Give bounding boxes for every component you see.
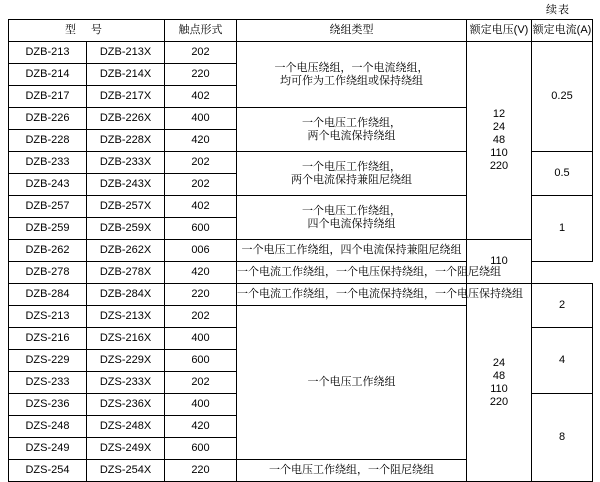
cell-model-b: DZB-217X — [87, 86, 165, 108]
cell-model-a: DZB-213 — [9, 42, 87, 64]
cell-contact-form: 420 — [165, 130, 237, 152]
cell-contact-form: 202 — [165, 306, 237, 328]
cell-model-b: DZB-278X — [87, 262, 165, 284]
cell-contact-form: 420 — [165, 262, 237, 284]
cell-rated-current: 2 — [532, 284, 593, 328]
cell-rated-current: 4 — [532, 328, 593, 394]
winding-line-1: 一个电压工作绕组， — [302, 116, 401, 129]
cell-model-b: DZS-236X — [87, 394, 165, 416]
cell-model-b: DZB-257X — [87, 196, 165, 218]
cell-model-a: DZS-249 — [9, 438, 87, 460]
cell-winding-type: 一个电压工作绕组，一个阻尼绕组 — [237, 460, 467, 482]
cell-model-b: DZB-233X — [87, 152, 165, 174]
cell-model-a: DZS-248 — [9, 416, 87, 438]
cell-model-a: DZS-216 — [9, 328, 87, 350]
cell-model-b: DZS-213X — [87, 306, 165, 328]
table-row — [9, 42, 593, 64]
column-header-rated-current: 额定电流(A) — [532, 20, 593, 42]
cell-winding-type: 一个电流工作绕组，一个电压保持绕组，一个阻尼绕组 — [237, 262, 467, 284]
voltage-value: 220 — [489, 395, 509, 408]
column-header-contact-form: 触点形式 — [165, 20, 237, 42]
continued-label: 续表 — [546, 4, 570, 16]
column-header-rated-voltage: 额定电压(V) — [467, 20, 532, 42]
voltage-value: 12 — [492, 108, 506, 120]
cell-model-a: DZB-259 — [9, 218, 87, 240]
cell-winding-type — [237, 42, 467, 108]
voltage-value: 220 — [489, 160, 509, 172]
cell-contact-form: 220 — [165, 284, 237, 306]
cell-model-b: DZB-262X — [87, 240, 165, 262]
cell-model-a: DZB-257 — [9, 196, 87, 218]
cell-contact-form: 006 — [165, 240, 237, 262]
cell-model-b: DZB-228X — [87, 130, 165, 152]
cell-contact-form: 402 — [165, 86, 237, 108]
column-header-winding-type: 绕组类型 — [237, 20, 467, 42]
cell-contact-form: 400 — [165, 328, 237, 350]
cell-contact-form: 400 — [165, 108, 237, 130]
cell-model-b: DZB-213X — [87, 42, 165, 64]
table-header-row — [9, 20, 593, 42]
winding-line-2: 均可作为工作绕组或保持绕组 — [280, 74, 423, 87]
cell-rated-current: 8 — [532, 394, 593, 482]
cell-winding-type — [237, 108, 467, 152]
winding-line-2: 四个电流保持绕组 — [307, 217, 396, 230]
winding-line-2: 两个电流保持绕组 — [307, 129, 396, 142]
cell-model-a: DZB-243 — [9, 174, 87, 196]
cell-model-b: DZB-214X — [87, 64, 165, 86]
cell-contact-form: 202 — [165, 152, 237, 174]
cell-contact-form: 402 — [165, 196, 237, 218]
cell-contact-form: 600 — [165, 350, 237, 372]
table-row — [9, 240, 593, 262]
cell-rated-voltage — [467, 284, 532, 482]
cell-model-a: DZB-262 — [9, 240, 87, 262]
voltage-value: 24 — [492, 356, 506, 369]
cell-rated-current: 1 — [532, 196, 593, 262]
cell-model-b: DZS-254X — [87, 460, 165, 482]
cell-rated-voltage — [467, 42, 532, 240]
cell-model-b: DZS-233X — [87, 372, 165, 394]
cell-model-a: DZB-233 — [9, 152, 87, 174]
cell-contact-form: 400 — [165, 394, 237, 416]
cell-contact-form: 202 — [165, 174, 237, 196]
voltage-value: 110 — [490, 382, 508, 395]
cell-model-a: DZB-217 — [9, 86, 87, 108]
cell-contact-form: 420 — [165, 416, 237, 438]
cell-model-b: DZB-243X — [87, 174, 165, 196]
cell-contact-form: 220 — [165, 460, 237, 482]
cell-model-a: DZB-284 — [9, 284, 87, 306]
column-header-type: 型 号 — [9, 20, 165, 42]
cell-winding-type — [237, 196, 467, 240]
cell-contact-form: 600 — [165, 438, 237, 460]
cell-model-a: DZS-233 — [9, 372, 87, 394]
voltage-value: 48 — [492, 134, 506, 146]
cell-model-b: DZB-284X — [87, 284, 165, 306]
cell-model-a: DZS-236 — [9, 394, 87, 416]
cell-model-b: DZS-248X — [87, 416, 165, 438]
cell-rated-current: 0.25 — [532, 42, 593, 152]
specification-table — [8, 19, 593, 482]
cell-winding-type: 一个电压工作绕组，四个电流保持兼阻尼绕组 — [237, 240, 467, 262]
cell-winding-type: 一个电压工作绕组 — [237, 306, 467, 460]
cell-model-a: DZB-214 — [9, 64, 87, 86]
winding-line-2: 两个电流保持兼阻尼绕组 — [291, 173, 412, 186]
winding-line-1: 一个电压工作绕组， — [302, 204, 401, 217]
cell-model-b: DZB-226X — [87, 108, 165, 130]
cell-contact-form: 202 — [165, 42, 237, 64]
cell-contact-form: 220 — [165, 64, 237, 86]
cell-model-a: DZB-226 — [9, 108, 87, 130]
cell-winding-type: 一个电流工作绕组，一个电流保持绕组，一个电压保持绕组 — [237, 284, 467, 306]
cell-model-b: DZS-216X — [87, 328, 165, 350]
winding-line-1: 一个电压工作绕组， — [302, 160, 401, 173]
voltage-value: 48 — [492, 369, 506, 382]
cell-model-b: DZS-249X — [87, 438, 165, 460]
cell-model-a: DZS-229 — [9, 350, 87, 372]
table-row — [9, 284, 593, 306]
cell-winding-type — [237, 152, 467, 196]
cell-model-a: DZS-254 — [9, 460, 87, 482]
voltage-value: 110 — [490, 147, 508, 159]
voltage-value: 24 — [492, 121, 506, 133]
cell-model-b: DZS-229X — [87, 350, 165, 372]
cell-model-a: DZS-213 — [9, 306, 87, 328]
cell-contact-form: 202 — [165, 372, 237, 394]
cell-model-b: DZB-259X — [87, 218, 165, 240]
winding-line-1: 一个电压绕组，一个电流绕组， — [274, 61, 429, 74]
cell-rated-current: 0.5 — [532, 152, 593, 196]
cell-contact-form: 600 — [165, 218, 237, 240]
cell-rated-voltage: 110 — [467, 240, 532, 284]
cell-model-a: DZB-278 — [9, 262, 87, 284]
cell-model-a: DZB-228 — [9, 130, 87, 152]
